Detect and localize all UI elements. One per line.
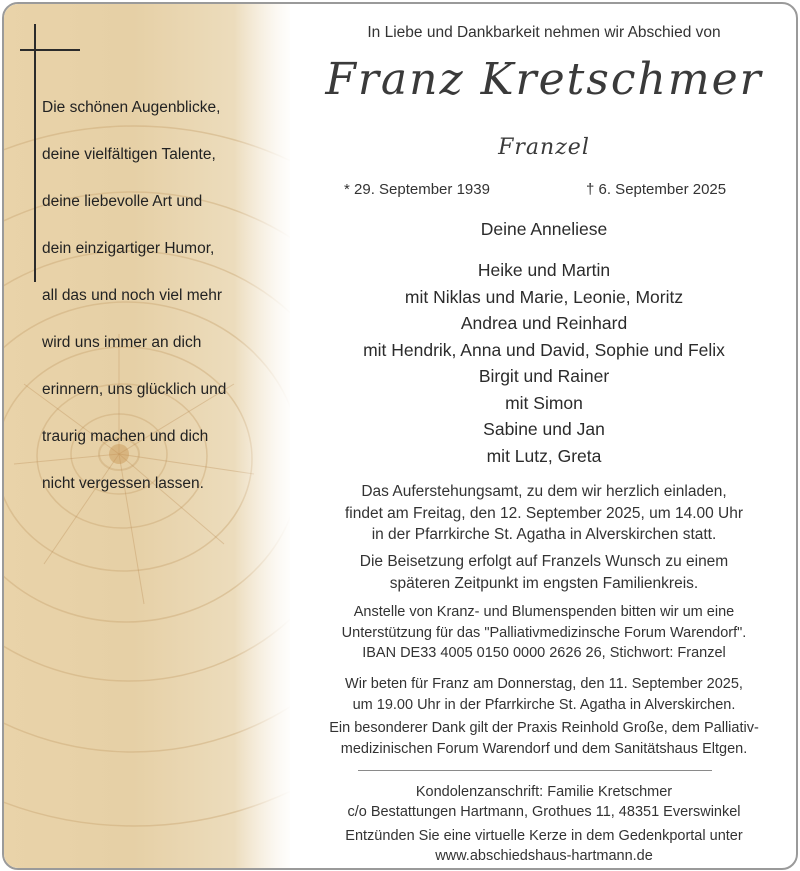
notice-line: um 19.00 Uhr in der Pfarrkirche St. Agatha in Alverskirchen. — [352, 697, 736, 713]
poem-line: all das und noch viel mehr — [42, 286, 223, 304]
cross-icon-bar — [20, 49, 80, 51]
family-line: Andrea und Reinhard — [460, 313, 628, 333]
poem-line: wird uns immer an dich — [42, 333, 202, 351]
poem-line: traurig machen und dich — [42, 427, 209, 445]
family-line: mit Hendrik, Anna und David, Sophie und Felix — [363, 339, 725, 360]
poem-line: erinnern, uns glücklich und — [42, 380, 227, 398]
notice-line: findet am Freitag, den 12. September 2025, um 14.00 Uhr — [344, 504, 744, 522]
poem-line: nicht vergessen lassen. — [42, 474, 204, 492]
family-line: Birgit und Rainer — [478, 366, 610, 386]
donation-notice — [294, 602, 794, 664]
condolence-address — [294, 782, 794, 822]
family-line: Heike und Martin — [477, 260, 611, 280]
poem-line: Die schönen Augenblicke, — [42, 98, 221, 116]
notice-line: in der Pfarrkirche St. Agatha in Alverskirchen statt. — [371, 526, 717, 543]
thanks-notice — [294, 718, 794, 760]
notice-line: c/o Bestattungen Hartmann, Grothues 11, 48351 Everswinkel — [347, 804, 741, 820]
prayer-notice — [294, 674, 794, 716]
family-line: mit Simon — [505, 392, 583, 413]
cross-icon — [34, 24, 36, 282]
intro-text: In Liebe und Dankbarkeit nehmen wir Abschied von — [367, 24, 721, 41]
family-line: Sabine und Jan — [483, 419, 605, 439]
notice-line: Wir beten für Franz am Donnerstag, den 11. September 2025, — [345, 676, 743, 692]
notice-line: Unterstützung für das "Palliativmedizinsche Forum Warendorf". — [341, 624, 747, 641]
poem-line: deine liebevolle Art und — [42, 192, 203, 210]
poem-line: dein einzigartiger Humor, — [42, 239, 215, 257]
birth-date: * 29. September 1939 — [344, 181, 490, 198]
family-line: mit Lutz, Greta — [486, 445, 602, 466]
notice-line: Entzünden Sie eine virtuelle Kerze in dem Gedenkportal unter — [345, 828, 743, 844]
obituary-card — [2, 2, 798, 870]
notice-line: Anstelle von Kranz- und Blumenspenden bitten wir um eine — [353, 604, 735, 620]
notice-line: Das Auferstehungsamt, zu dem wir herzlich einladen, — [361, 483, 727, 500]
family-line: mit Niklas und Marie, Leonie, Moritz — [404, 286, 684, 307]
notice-line: Kondolenzanschrift: Familie Kretschmer — [415, 784, 673, 800]
memorial-poem — [42, 72, 274, 519]
notice-line: medizinischen Forum Warendorf und dem Sanitätshaus Eltgen. — [340, 741, 748, 757]
deceased-name: Franz Kretschmer — [325, 54, 763, 105]
notice-line: Die Beisetzung erfolgt auf Franzels Wunsch zu einem — [359, 553, 729, 570]
family-list — [294, 257, 794, 469]
deceased-nickname: Franzel — [498, 135, 590, 160]
memorial-portal-notice — [294, 826, 794, 866]
death-date: † 6. September 2025 — [586, 181, 727, 198]
spouse-name: Deine Anneliese — [480, 219, 608, 239]
service-notice — [294, 481, 794, 546]
notice-line: IBAN DE33 4005 0150 0000 2626 26, Stichwort: Franzel — [362, 645, 726, 661]
burial-notice — [294, 551, 794, 594]
memorial-portal-link[interactable]: www.abschiedshaus-hartmann.de — [435, 848, 653, 864]
divider — [358, 770, 712, 771]
notice-line: späteren Zeitpunkt im engsten Familienkreis. — [389, 574, 699, 592]
notice-line: Ein besonderer Dank gilt der Praxis Reinhold Große, dem Palliativ- — [329, 720, 759, 736]
poem-line: deine vielfältigen Talente, — [42, 145, 216, 163]
